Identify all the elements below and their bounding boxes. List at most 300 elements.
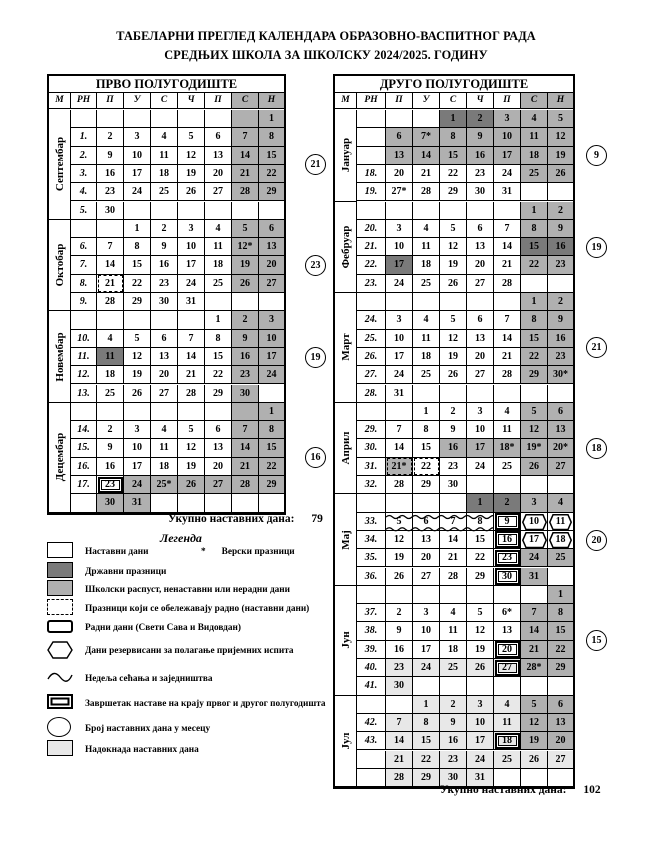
day-cell: 11 [413,238,440,255]
day-cell: 11 [440,622,467,639]
day-cell [205,202,232,219]
day-cell: 6 [548,403,573,420]
day-cell: 12 [521,714,548,731]
calendar-row [335,549,573,567]
day-cell: 6 [205,128,232,145]
header-8: Н [548,93,573,108]
day-cell: 13 [548,714,573,731]
day-cell: 6 [548,696,573,713]
day-cell: 27 [548,458,573,475]
day-cell: 19 [386,549,413,566]
day-cell [151,311,178,328]
day-cell: 27 [259,275,284,292]
pale-gray-box-icon [47,740,73,756]
legend-title: Легенда [160,531,202,545]
double-box-icon [47,694,73,709]
day-cell: 1 [205,311,232,328]
day-cell: 25* [151,476,178,493]
day-cell: 19 [440,348,467,365]
calendar-row [335,458,573,476]
day-cell: 13 [259,238,284,255]
day-cell: 3 [386,311,413,328]
header-6: П [205,93,232,108]
legend-label: Недеља сећања и заједништва [85,674,213,684]
day-cell: 30 [386,677,413,694]
day-cell: 8 [413,714,440,731]
week-number: 7. [71,256,97,273]
day-cell: 27 [205,183,232,200]
month-count-circle: 20 [586,530,607,551]
day-cell: 3 [259,311,284,328]
day-cell: 23 [494,549,521,566]
day-cell: 17 [178,256,205,273]
calendar-row [335,147,573,165]
day-cell: 14 [386,732,413,749]
day-cell: 15 [521,330,548,347]
day-cell: 2 [386,604,413,621]
calendar-row [335,513,573,531]
day-cell: 13 [494,622,521,639]
week-number [71,403,97,420]
day-cell: 9 [97,439,124,456]
week-number: 39. [357,641,386,658]
day-cell: 19 [521,732,548,749]
day-cell [205,293,232,310]
day-cell: 5 [548,110,573,127]
day-cell: 24 [124,183,151,200]
week-number [357,128,386,145]
second-total-value: 102 [583,784,601,796]
day-cell: 14 [232,147,259,164]
day-cell: 15 [124,256,151,273]
day-cell: 11 [205,238,232,255]
day-cell [178,403,205,420]
day-cell: 30 [467,183,494,200]
day-cell: 16 [494,531,521,548]
day-cell: 10 [467,714,494,731]
legend-label: Дани резервисани за полагање пријемних испита [85,646,294,656]
day-cell: 21 [521,641,548,658]
calendar-row [335,751,573,769]
day-cell: 30 [494,568,521,585]
day-cell: 17 [494,147,521,164]
legend-label: Празници који се обележавају радно (наставни дани) [85,604,310,614]
day-cell: 19 [178,165,205,182]
day-cell [259,293,284,310]
calendar-row [335,403,573,421]
calendar-row [49,128,284,146]
calendar-row [335,568,573,586]
day-cell: 15 [548,622,573,639]
day-cell: 21 [386,751,413,768]
calendar-row [49,275,284,293]
header-7: С [232,93,259,108]
day-cell [521,275,548,292]
day-cell: 1 [413,696,440,713]
day-cell [386,293,413,310]
day-cell: 21 [494,256,521,273]
calendar-row [335,439,573,457]
day-cell: 10 [521,513,548,530]
day-cell: 23 [548,256,573,273]
day-cell: 30 [151,293,178,310]
day-cell [413,202,440,219]
day-cell: 14 [97,256,124,273]
day-cell: 12 [124,348,151,365]
day-cell [494,586,521,603]
calendar-row [49,403,284,421]
weekday-header [49,93,284,109]
day-cell: 10 [124,147,151,164]
month-label: Јун [335,586,357,696]
day-cell [413,293,440,310]
day-cell: 8 [467,513,494,530]
legend-label: Радни дани (Свети Сава и Видовдан) [85,623,241,633]
day-cell: 29 [259,476,284,493]
month-count-circle: 21 [305,154,326,175]
calendar-row [335,256,573,274]
month-label: Септембар [49,110,71,220]
day-cell [494,476,521,493]
day-cell: 26 [467,659,494,676]
day-cell: 5 [232,220,259,237]
month-label: Мај [335,494,357,586]
day-cell: 9 [232,330,259,347]
week-number [357,147,386,164]
calendar-row [49,385,284,403]
day-cell: 4 [494,696,521,713]
day-cell [413,677,440,694]
day-cell: 22 [259,458,284,475]
day-cell: 20 [494,641,521,658]
calendar-row [335,385,573,403]
day-cell: 2 [97,421,124,438]
day-cell [521,183,548,200]
week-number: 38. [357,622,386,639]
week-number: 19. [357,183,386,200]
day-cell: 29 [205,385,232,402]
calendar-row [335,659,573,677]
day-cell: 3 [178,220,205,237]
day-cell [386,494,413,511]
day-cell: 2 [467,110,494,127]
day-cell: 20 [467,256,494,273]
day-cell: 5 [124,330,151,347]
day-cell: 1 [259,403,284,420]
day-cell [494,677,521,694]
day-cell: 4 [151,421,178,438]
legend-label: Број наставних дана у месецу [85,724,211,734]
week-number: 11. [71,348,97,365]
day-cell: 2 [548,202,573,219]
day-cell [386,110,413,127]
day-cell: 26 [521,751,548,768]
day-cell [413,586,440,603]
month-count-circle: 21 [586,337,607,358]
calendar-row [335,604,573,622]
day-cell [124,403,151,420]
week-number: 29. [357,421,386,438]
legend-label: Државни празници [85,567,167,577]
day-cell: 30 [97,202,124,219]
day-cell: 19 [124,366,151,383]
day-cell: 24 [467,751,494,768]
day-cell: 23 [232,366,259,383]
calendar-row [335,641,573,659]
day-cell: 8 [521,311,548,328]
day-cell: 5 [521,403,548,420]
day-cell: 12 [521,421,548,438]
day-cell: 8 [548,604,573,621]
day-cell: 4 [440,604,467,621]
day-cell [259,202,284,219]
circle-icon [47,717,71,737]
day-cell [386,696,413,713]
day-cell: 10 [124,439,151,456]
day-cell [386,586,413,603]
day-cell: 22 [413,751,440,768]
week-number: 43. [357,732,386,749]
day-cell: 16 [440,439,467,456]
calendar-row [335,183,573,201]
day-cell: 14 [232,439,259,456]
week-number: 32. [357,476,386,493]
calendar-row [335,366,573,384]
day-cell: 9 [548,220,573,237]
day-cell: 2 [440,696,467,713]
calendar-row [49,256,284,274]
day-cell: 1 [259,110,284,127]
day-cell: 6* [494,604,521,621]
month-label: Новембар [49,311,71,403]
day-cell: 8 [521,220,548,237]
day-cell: 16 [467,147,494,164]
day-cell: 15 [413,439,440,456]
week-number: 35. [357,549,386,566]
calendar-row [335,714,573,732]
day-cell [151,110,178,127]
day-cell: 7 [232,421,259,438]
day-cell: 9 [548,311,573,328]
week-number: 20. [357,220,386,237]
week-number: 15. [71,439,97,456]
calendar-row [49,330,284,348]
day-cell: 20 [151,366,178,383]
week-number: 13. [71,385,97,402]
day-cell [178,202,205,219]
day-cell: 28* [521,659,548,676]
day-cell: 29 [548,659,573,676]
day-cell: 20 [413,549,440,566]
day-cell: 11 [555,515,566,527]
week-number [357,403,386,420]
day-cell: 20* [548,439,573,456]
day-cell: 27 [205,476,232,493]
day-cell: 15 [259,439,284,456]
day-cell: 29 [440,183,467,200]
day-cell: 23 [386,659,413,676]
day-cell: 22 [205,366,232,383]
day-cell [413,494,440,511]
calendar-row [335,110,573,128]
day-cell [205,403,232,420]
day-cell [548,568,573,585]
week-number: 30. [357,439,386,456]
calendar-row [335,696,573,714]
week-number: 37. [357,604,386,621]
calendar-row [335,293,573,311]
day-cell: 22 [521,348,548,365]
day-cell: 19 [440,256,467,273]
day-cell: 18 [151,458,178,475]
week-number: 36. [357,568,386,585]
week-number: 28. [357,385,386,402]
day-cell: 16 [232,348,259,365]
day-cell: 22 [124,275,151,292]
day-cell: 3 [467,696,494,713]
week-number [357,293,386,310]
day-cell: 3 [386,220,413,237]
star-label: Верски празници [221,547,295,557]
day-cell: 2 [548,293,573,310]
day-cell: 7* [413,128,440,145]
day-cell: 9 [494,513,521,530]
day-cell: 24 [178,275,205,292]
day-cell: 28 [413,183,440,200]
week-number: 9. [71,293,97,310]
day-cell: 27 [494,659,521,676]
page-title [0,27,652,65]
day-cell: 17 [467,732,494,749]
week-number: 41. [357,677,386,694]
day-cell: 28 [97,293,124,310]
day-cell: 24 [467,458,494,475]
day-cell: 9 [151,238,178,255]
week-number: 25. [357,330,386,347]
day-cell: 17 [124,458,151,475]
calendar-row [49,147,284,165]
day-cell: 24 [521,549,548,566]
header-0: М [335,93,357,108]
week-number: 12. [71,366,97,383]
day-cell: 20 [259,256,284,273]
day-cell: 25 [521,165,548,182]
day-cell [151,403,178,420]
day-cell: 13 [467,330,494,347]
day-cell [124,311,151,328]
week-number: 3. [71,165,97,182]
calendar-row [335,421,573,439]
day-cell: 15 [440,147,467,164]
week-number [71,311,97,328]
day-cell: 16 [151,256,178,273]
day-cell [521,476,548,493]
calendar-row [335,494,573,512]
header-1: РН [357,93,386,108]
day-cell: 17 [467,439,494,456]
calendar-row [335,586,573,604]
day-cell: 10 [178,238,205,255]
week-number: 21. [357,238,386,255]
calendar-row [49,165,284,183]
day-cell: 14 [386,439,413,456]
month-label: Јул [335,696,357,788]
week-number [357,586,386,603]
week-number: 16. [71,458,97,475]
day-cell: 25 [97,385,124,402]
day-cell [521,677,548,694]
day-cell: 28 [440,568,467,585]
calendar-row [49,421,284,439]
day-cell: 22 [521,256,548,273]
month-label: Март [335,293,357,403]
day-cell: 26 [440,366,467,383]
day-cell [521,385,548,402]
week-number [71,494,97,511]
day-cell: 4 [151,128,178,145]
day-cell: 21 [97,275,124,292]
day-cell: 19 [178,458,205,475]
day-cell: 25 [548,549,573,566]
header-6: П [494,93,521,108]
header-4: С [151,93,178,108]
day-cell [467,476,494,493]
day-cell: 26 [521,458,548,475]
day-cell: 26 [178,476,205,493]
calendar-row [49,220,284,238]
day-cell: 25 [413,275,440,292]
day-cell: 15 [413,732,440,749]
day-cell: 11 [97,348,124,365]
calendar-row [49,183,284,201]
day-cell: 21 [413,165,440,182]
day-cell: 12 [440,238,467,255]
day-cell [467,385,494,402]
day-cell: 29 [124,293,151,310]
day-cell: 13 [205,439,232,456]
day-cell [97,311,124,328]
day-cell: 10 [413,622,440,639]
calendar-row [335,732,573,750]
day-cell: 15 [467,531,494,548]
religious-holiday-legend [201,546,295,558]
day-cell [205,110,232,127]
day-cell: 19 [548,147,573,164]
day-cell: 8 [440,128,467,145]
day-cell: 13 [467,238,494,255]
day-cell: 25 [494,458,521,475]
day-cell [494,293,521,310]
day-cell: 12 [467,622,494,639]
week-number: 10. [71,330,97,347]
day-cell: 18 [151,165,178,182]
day-cell: 31 [386,385,413,402]
day-cell: 6 [205,421,232,438]
week-number: 5. [71,202,97,219]
day-cell: 4 [521,110,548,127]
day-cell: 24 [386,275,413,292]
day-cell: 16 [386,641,413,658]
day-cell: 1 [521,202,548,219]
month-count-circle: 18 [586,438,607,459]
day-cell: 14 [521,622,548,639]
day-cell: 12 [178,439,205,456]
day-cell: 24 [494,165,521,182]
calendar-row [335,348,573,366]
day-cell: 18 [413,348,440,365]
day-cell [548,476,573,493]
month-count-circle: 19 [586,237,607,258]
